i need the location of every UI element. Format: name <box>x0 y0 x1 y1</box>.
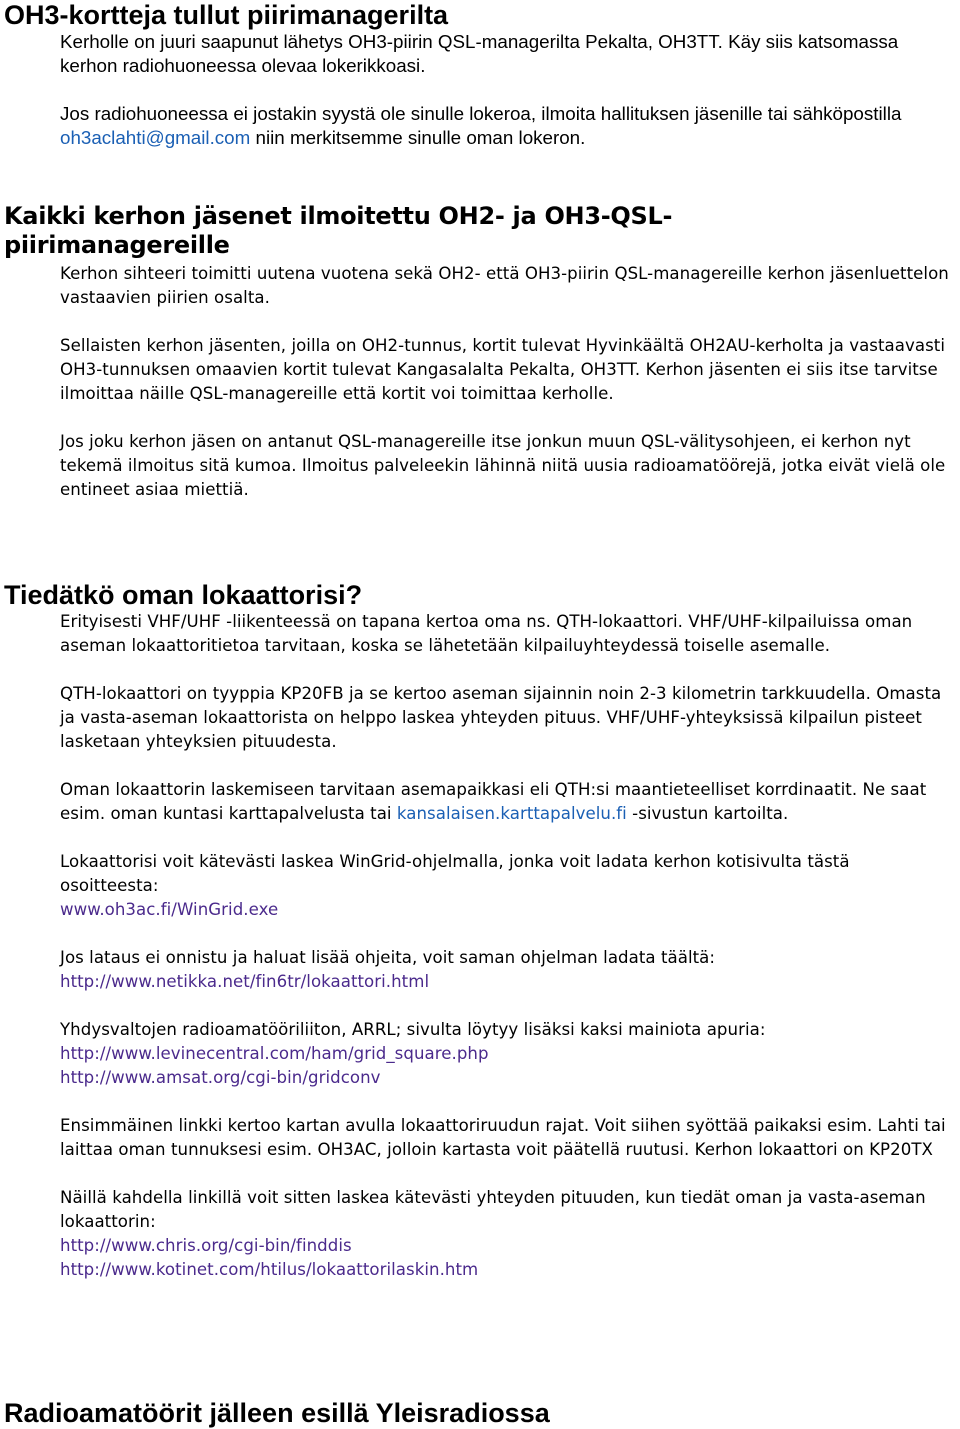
section-title: Radioamatöörit jälleen esillä Yleisradiossa <box>4 1398 550 1428</box>
paragraph: Sellaisten kerhon jäsenten, joilla on OH2-tunnus, kortit tulevat Hyvinkäältä OH2AU-kerholta ja vastaavasti OH3-tunnuksen omaavien kortit tulevat Kangasalalta Pekalta, OH3TT. Kerhon jäsenten ei siis itse tarvitse ilmoittaa näille QSL-managereille että kortit voi toimittaa kerholle. <box>60 336 945 403</box>
paragraph <box>60 850 950 922</box>
paragraph <box>60 946 950 994</box>
paragraph: QTH-lokaattori on tyyppia KP20FB ja se kertoo aseman sijainnin noin 2-3 kilometrin tarkkuudella. Omasta ja vasta-aseman lokaattorista on helppo laskea yhteyden pituus. VHF/UHF-yhteyksissä kilpailun pisteet lasketaan yhteyksien pituudesta. <box>60 684 942 751</box>
section-oh3-cards <box>0 0 960 150</box>
section-qsl-managers <box>0 202 960 502</box>
paragraph: Jos joku kerhon jäsen on antanut QSL-managereille itse jonkun muun QSL-välitysohjeen, ei kerhon nyt tekemä ilmoitus sitä kumoa. Ilmoitus palveleekin lähinnä niitä uusia radioamatöörejä, jotka eivät vielä ole entineet asiaa miettiä. <box>60 432 946 499</box>
chris-link[interactable]: http://www.chris.org/cgi-bin/finddis <box>60 1236 352 1255</box>
title-line: Kaikki kerhon jäsenet ilmoitettu OH2- ja OH3-QSL- <box>4 202 673 230</box>
amsat-link[interactable]: http://www.amsat.org/cgi-bin/gridconv <box>60 1068 381 1087</box>
paragraph: Ensimmäinen linkki kertoo kartan avulla lokaattoriruudun rajat. Voit siihen syöttää paikaksi esim. Lahti tai laittaa oman tunnuksesi esim. OH3AC, jolloin kartasta voit päätellä ruutusi. Kerhon lokaattori on KP20TX <box>60 1116 946 1159</box>
paragraph: Kerhon sihteeri toimitti uutena vuotena sekä OH2- että OH3-piirin QSL-managereille kerhon jäsenluettelon vastaavien piirien osalta. <box>60 264 949 307</box>
paragraph-text: Jos radiohuoneessa ei jostakin syystä ole sinulle lokeroa, ilmoita hallituksen jäsenille tai sähköpostilla <box>60 103 902 124</box>
levinecentral-link[interactable]: http://www.levinecentral.com/ham/grid_square.php <box>60 1044 489 1063</box>
paragraph-text: Yhdysvaltojen radioamatööriliiton, ARRL; sivulta löytyy lisäksi kaksi mainiota apuria: <box>60 1020 766 1039</box>
title-line: piirimanagereille <box>4 231 230 259</box>
paragraph <box>60 1018 950 1090</box>
paragraph: Kerholle on juuri saapunut lähetys OH3-piirin QSL-managerilta Pekalta, OH3TT. Käy siis katsomassa kerhon radiohuoneessa olevaa lokerikkoasi. <box>60 31 899 76</box>
kotinet-link[interactable]: http://www.kotinet.com/htilus/lokaattorilaskin.htm <box>60 1260 479 1279</box>
paragraph <box>60 778 950 826</box>
netikka-link[interactable]: http://www.netikka.net/fin6tr/lokaattori.html <box>60 972 430 991</box>
section-yleisradio <box>0 1398 960 1428</box>
paragraph-text: Oman lokaattorin laskemiseen tarvitaan asemapaikkasi eli QTH:si maantieteelliset korrdinaatit. Ne saat esim. oman kuntasi karttapalvelusta tai <box>60 780 927 823</box>
paragraph-text: Jos lataus ei onnistu ja haluat lisää ohjeita, voit saman ohjelman ladata täältä: <box>60 948 716 967</box>
section-title: Tiedätkö oman lokaattorisi? <box>4 580 363 610</box>
paragraph <box>60 102 950 150</box>
paragraph: Erityisesti VHF/UHF -liikenteessä on tapana kertoa oma ns. QTH-lokaattori. VHF/UHF-kilpailuissa oman aseman lokaattoritietoa tarvitaan, koska se lähetetään kilpailuyhteydessä toiselle asemalle. <box>60 612 913 655</box>
paragraph-text: niin merkitsemme sinulle oman lokeron. <box>250 127 586 148</box>
paragraph-text: Lokaattorisi voit kätevästi laskea WinGrid-ohjelmalla, jonka voit ladata kerhon kotisivulta tästä osoitteesta: <box>60 852 850 895</box>
wingrid-link[interactable]: www.oh3ac.fi/WinGrid.exe <box>60 900 279 919</box>
paragraph-text: Näillä kahdella linkillä voit sitten laskea kätevästi yhteyden pituuden, kun tiedät oman ja vasta-aseman lokaattorin: <box>60 1188 926 1231</box>
section-title <box>0 202 960 260</box>
paragraph <box>60 1186 950 1282</box>
paragraph-text: -sivustun kartoilta. <box>626 804 789 823</box>
section-locator <box>0 580 960 1282</box>
karttapalvelu-link[interactable]: kansalaisen.karttapalvelu.fi <box>396 804 627 823</box>
section-title: OH3-kortteja tullut piirimanagerilta <box>4 0 449 30</box>
email-link[interactable]: oh3aclahti@gmail.com <box>60 127 251 148</box>
